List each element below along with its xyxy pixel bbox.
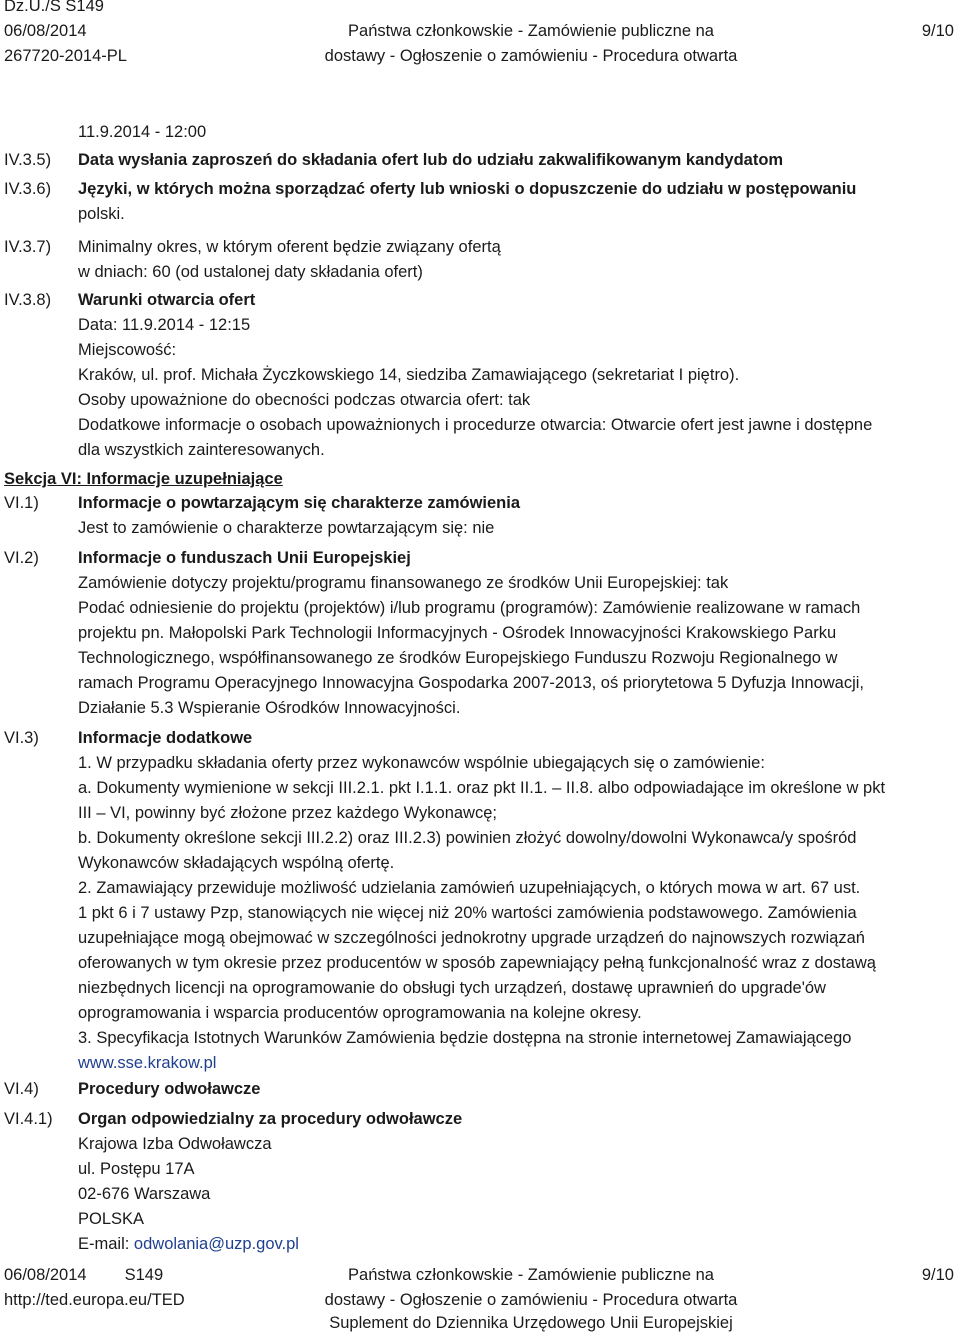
heading-additional-info: Informacje dodatkowe (78, 729, 253, 747)
appeal-body-email (78, 1232, 299, 1257)
section-vi-title: Sekcja VI: Informacje uzupełniające (4, 470, 283, 488)
section-number-vi3: VI.3) (4, 729, 39, 747)
additional-info-line3: III – VI, powinny być złożone przez każdego Wykonawcę; (78, 804, 497, 822)
additional-info-line2: a. Dokumenty wymienione w sekcji III.2.1. pkt I.1.1. oraz pkt II.1. – II.8. albo odpowiadające im określone w pkt (78, 779, 886, 797)
footer-page: 9/10 (921, 1266, 954, 1284)
opening-place-label: Miejscowość: (78, 341, 177, 359)
footer-date-value: 06/08/2014 (4, 1266, 87, 1284)
additional-info-line12: 3. Specyfikacja Istotnych Warunków Zamówienia będzie dostępna na stronie internetowej Zamawiającego (78, 1029, 852, 1047)
opening-place: Kraków, ul. prof. Michała Życzkowskiego 14, siedziba Zamawiającego (sekretariat I piętro). (78, 366, 740, 384)
heading-opening-conditions: Warunki otwarcia ofert (78, 291, 256, 309)
eu-funds-ref-line2: projektu pn. Małopolski Park Technologii Informacyjnych - Ośrodek Innowacyjności Krakowskiego Parku (78, 624, 837, 642)
heading-appeal-body: Organ odpowiedzialny za procedury odwoławcze (78, 1110, 463, 1128)
additional-info-line1: 1. W przypadku składania oferty przez wykonawców wspólnie ubiegających się o zamówienie: (78, 754, 765, 772)
minimum-period-value: w dniach: 60 (od ustalonej daty składania ofert) (78, 263, 423, 281)
opening-info-line1: Dodatkowe informacje o osobach upoważnionych i procedurze otwarcia: Otwarcie ofert jest jawne i dostępne (78, 416, 873, 434)
additional-info-line7: 1 pkt 6 i 7 ustawy Pzp, stanowiących nie więcej niż 20% wartości zamówienia podstawowego. Zamówienia (78, 904, 857, 922)
eu-funds-value: Zamówienie dotyczy projektu/programu finansowanego ze środków Unii Europejskiej: tak (78, 574, 729, 592)
section-number-vi2: VI.2) (4, 549, 39, 567)
eu-funds-ref-line3: Technologicznego, współfinansowanego ze środków Europejskiego Funduszu Rozwoju Regionalnego w (78, 649, 838, 667)
additional-info-line10: niezbędnych licencji na oprogramowanie do obsługi tych urządzeń, dostawę uprawnień do upgrade'ów (78, 979, 826, 997)
recurring-value: Jest to zamówienie o charakterze powtarzającym się: nie (78, 519, 495, 537)
footer-url: http://ted.europa.eu/TED (4, 1291, 185, 1309)
additional-info-line5: Wykonawców składających wspólną ofertę. (78, 854, 395, 872)
section-number-iv35: IV.3.5) (4, 151, 52, 169)
section-number-vi1: VI.1) (4, 494, 39, 512)
appeal-body-name: Krajowa Izba Odwoławcza (78, 1135, 272, 1153)
additional-info-line4: b. Dokumenty określone sekcji III.2.2) oraz III.2.3) powinien złożyć dowolny/dowolni Wykonawca/y spośród (78, 829, 857, 847)
header-title-line1: Państwa członkowskie - Zamówienie publiczne na (348, 22, 714, 40)
appeal-body-city: 02-676 Warszawa (78, 1185, 211, 1203)
heading-invitation-date: Data wysłania zaproszeń do składania ofert lub do udziału zakwalifikowanym kandydatom (78, 151, 784, 169)
additional-info-line6: 2. Zamawiający przewiduje możliwość udzielania zamówień uzupełniających, o których mowa w art. 67 ust. (78, 879, 861, 897)
heading-minimum-period: Minimalny okres, w którym oferent będzie związany ofertą (78, 238, 501, 256)
email-link[interactable]: odwolania@uzp.gov.pl (133, 1235, 299, 1253)
footer-series: S149 (124, 1266, 164, 1284)
section-number-iv38: IV.3.8) (4, 291, 52, 309)
eu-funds-ref-line4: ramach Programu Operacyjnego Innowacyjna Gospodarka 2007-2013, oś priorytetowa 5 Dyfuzja Innowacji, (78, 674, 865, 692)
header-date: 06/08/2014 (4, 22, 87, 40)
appeal-body-street: ul. Postępu 17A (78, 1160, 195, 1178)
additional-info-line8: uzupełniające mogą obejmować w szczególności jednokrotny upgrade urządzeń do najnowszych rozwiązań (78, 929, 865, 947)
email-label: E-mail: (78, 1235, 134, 1253)
header-doc-id: 267720-2014-PL (4, 47, 127, 65)
heading-appeal-procedures: Procedury odwoławcze (78, 1080, 261, 1098)
section-number-vi4: VI.4) (4, 1080, 39, 1098)
additional-info-line13 (78, 1051, 216, 1076)
heading-eu-funds: Informacje o funduszach Unii Europejskiej (78, 549, 411, 567)
sse-website-link[interactable]: www.sse.krakow.pl (78, 1054, 217, 1072)
opening-date: Data: 11.9.2014 - 12:15 (78, 316, 251, 334)
header-source: Dz.U./S S149 (4, 0, 104, 15)
header-page: 9/10 (921, 22, 954, 40)
heading-languages: Języki, w których można sporządzać oferty lub wnioski o dopuszczenie do udziału w postępowaniu (78, 180, 857, 198)
section-number-vi41: VI.4.1) (4, 1110, 53, 1128)
opening-info-line2: dla wszystkich zainteresowanych. (78, 441, 325, 459)
footer-title-line2: dostawy - Ogłoszenie o zamówieniu - Procedura otwarta (324, 1291, 738, 1309)
languages-value: polski. (78, 205, 125, 223)
footer-title-line3: Suplement do Dziennika Urzędowego Unii Europejskiej (329, 1314, 733, 1332)
eu-funds-ref-line5: Działanie 5.3 Wspieranie Ośrodków Innowacyjności. (78, 699, 461, 717)
footer-date (4, 1263, 163, 1288)
header-title-line2: dostawy - Ogłoszenie o zamówieniu - Procedura otwarta (324, 47, 738, 65)
deadline-date: 11.9.2014 - 12:00 (78, 123, 207, 141)
appeal-body-country: POLSKA (78, 1210, 145, 1228)
opening-persons: Osoby upoważnione do obecności podczas otwarcia ofert: tak (78, 391, 531, 409)
additional-info-line11: oprogramowania i wsparcia producentów oprogramowania na kolejne okresy. (78, 1004, 642, 1022)
heading-recurring: Informacje o powtarzającym się charakterze zamówienia (78, 494, 521, 512)
section-number-iv37: IV.3.7) (4, 238, 52, 256)
footer-title-line1: Państwa członkowskie - Zamówienie publiczne na (348, 1266, 714, 1284)
section-number-iv36: IV.3.6) (4, 180, 52, 198)
additional-info-line9: oferowanych w tym okresie przez producentów w sposób zapewniający pełną funkcjonalność wraz z dostawą (78, 954, 876, 972)
eu-funds-ref-line1: Podać odniesienie do projektu (projektów) i/lub programu (programów): Zamówienie realizowane w ramach (78, 599, 861, 617)
